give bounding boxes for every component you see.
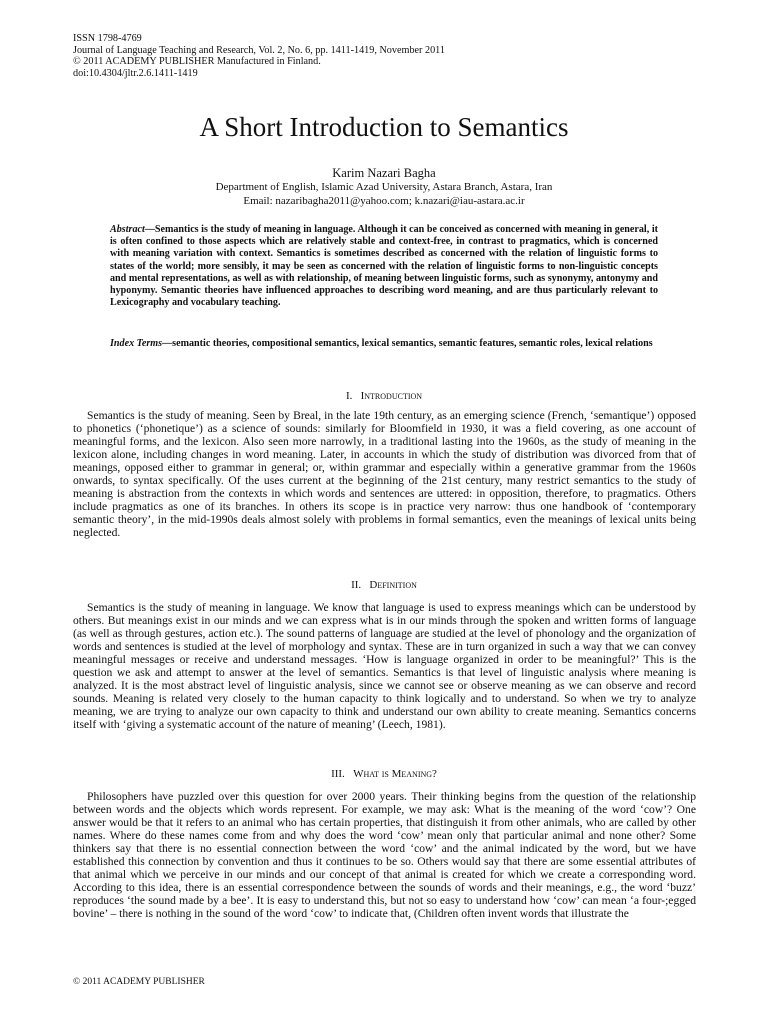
issn-line: ISSN 1798-4769 (73, 33, 142, 44)
paper-title: A Short Introduction to Semantics (199, 112, 569, 142)
section-body-what-is-meaning: Philosophers have puzzled over this question for over 2000 years. Their thinking begins from the question of the relationship between words and the objects which words represent. For example, we may ask: What is the meaning of the word ‘cow’? One answer would be that it refers to an animal who has certain properties, that distinguish it from other animals, who are called by other names. Where do these names come from and why does the word ‘cow’ mean only that particular animal and none other? Some thinkers say that there is no essential connection between the word ‘cow’ and the animal indicated by the word, but we have established this connection by convention and thus it continues to be so. Others would say that there are some essential attributes of that animal which we perceive in our minds and our concept of that animal is created for which we create a corresponding word. According to this idea, there is an essential correspondence between the sounds of words and their meanings, e.g., the word ‘buzz’ reproduces ‘the sound made by a bee’. It is easy to understand this, but not so easy to understand how ‘cow’ can mean ‘a four-;egged bovine’ – there is nothing in the sound of the word ‘cow’ to indicate that, (Children often invent words that illustrate the (73, 790, 696, 920)
journal-citation-line: Journal of Language Teaching and Research, Vol. 2, No. 6, pp. 1411-1419, November 2011 (73, 44, 445, 56)
doi-line: doi:10.4304/jltr.2.6.1411-1419 (73, 67, 198, 79)
section-number: II. (351, 579, 362, 591)
abstract-text: —Semantics is the study of meaning in language. Although it can be conceived as concerned with meaning in general, it is often confined to those aspects which are relatively stable and context-free, in contrast to pragmatics, which is concerned with meaning variation with context. Semantics is sometimes described as concerned with the relation of linguistic forms to states of the world; more sensibly, it may be seen as concerned with the relation of linguistic forms to non-linguistic concepts and mental representations, as well as with relationship, of meaning between linguistic forms, such as synonymy, antonymy and hyponymy. Semantic theories have influenced approaches to describing word meaning, and are thus particularly relevant to Lexicography and vocabulary teaching. (110, 224, 658, 309)
section-heading-introduction (0, 390, 768, 403)
section-number: I. (345, 390, 353, 402)
author-name: Karim Nazari Bagha (332, 166, 436, 180)
section-heading-definition (0, 579, 768, 592)
section-body-definition: Semantics is the study of meaning in language. We know that language is used to express meanings which can be understood by others. But meanings exist in our minds and we can express what is in our minds through the spoken and written forms of language (as well as through gestures, action etc.). The sound patterns of language are studied at the level of phonology and the organization of words and sentences is studied at the level of morphology and syntax. These are in turn organized in such a way that we can convey meaningful messages or receive and understand messages. ‘How is language organized in order to be meaningful?’ This is the question we ask and attempt to answer at the level of semantics. Semantics is that level of linguistic analysis where meaning is analyzed. It is the most abstract level of linguistic analysis, since we cannot see or observe meaning as we can observe and record sounds. Meaning is related very closely to the human capacity to think logically and to understand. So when we try to analyze meaning, we are trying to analyze our own capacity to think and understand our own ability to create meaning. Semantics concerns itself with ‘giving a systematic account of the nature of meaning’ (Leech, 1981). (73, 601, 696, 731)
page-footer: © 2011 ACADEMY PUBLISHER (73, 977, 205, 987)
affiliation-line: Department of English, Islamic Azad University, Astara Branch, Astara, Iran (215, 181, 553, 193)
publisher-copyright-line: © 2011 ACADEMY PUBLISHER Manufactured in Finland. (73, 56, 321, 68)
index-terms-label: Index Terms (110, 338, 163, 349)
abstract-label: Abstract (110, 224, 145, 235)
section-title: Introduction (360, 390, 423, 402)
journal-masthead (73, 33, 445, 79)
section-title: What is Meaning? (353, 768, 437, 780)
index-terms (110, 338, 658, 350)
section-title: Definition (369, 579, 417, 591)
section-heading-what-is-meaning (0, 768, 768, 781)
index-terms-text: —semantic theories, compositional semantics, lexical semantics, semantic features, semantic roles, lexical relations (162, 338, 653, 349)
section-number: III. (331, 768, 345, 780)
author-affiliation-block (0, 181, 768, 208)
email-line: Email: nazaribagha2011@yahoo.com; k.nazari@iau-astara.ac.ir (243, 194, 525, 207)
section-body-introduction: Semantics is the study of meaning. Seen by Breal, in the late 19th century, as an emerging science (French, ‘semantique’) opposed to phonetics (‘phonetique’) as a science of sounds: similarly for Bloomfield in 1930, it was a field covering, as one account of meaningful forms, and the lexicon. Also seen more narrowly, in a traditional lasting into the 1960s, as the study of meaning in the lexicon alone, including changes in word meaning. Later, in accounts in which the study of distribution was divorced from that of meanings, opposed either to grammar in general; or, within grammar and especially within a generative grammar from the 1960s onwards, to syntax specifically. Of the uses current at the beginning of the 21st century, many restrict semantics to the study of meaning is abstraction from the contexts in which words and sentences are uttered: in opposition, therefore, to pragmatics. Others include pragmatics as one of its branches. In others its scope is in practice very narrow: thus one handbook of ‘contemporary semantic theory’, in the mid-1990s deals almost solely with problems in formal semantics, even the meanings of lexical units being neglected. (73, 409, 696, 539)
abstract (110, 224, 658, 309)
